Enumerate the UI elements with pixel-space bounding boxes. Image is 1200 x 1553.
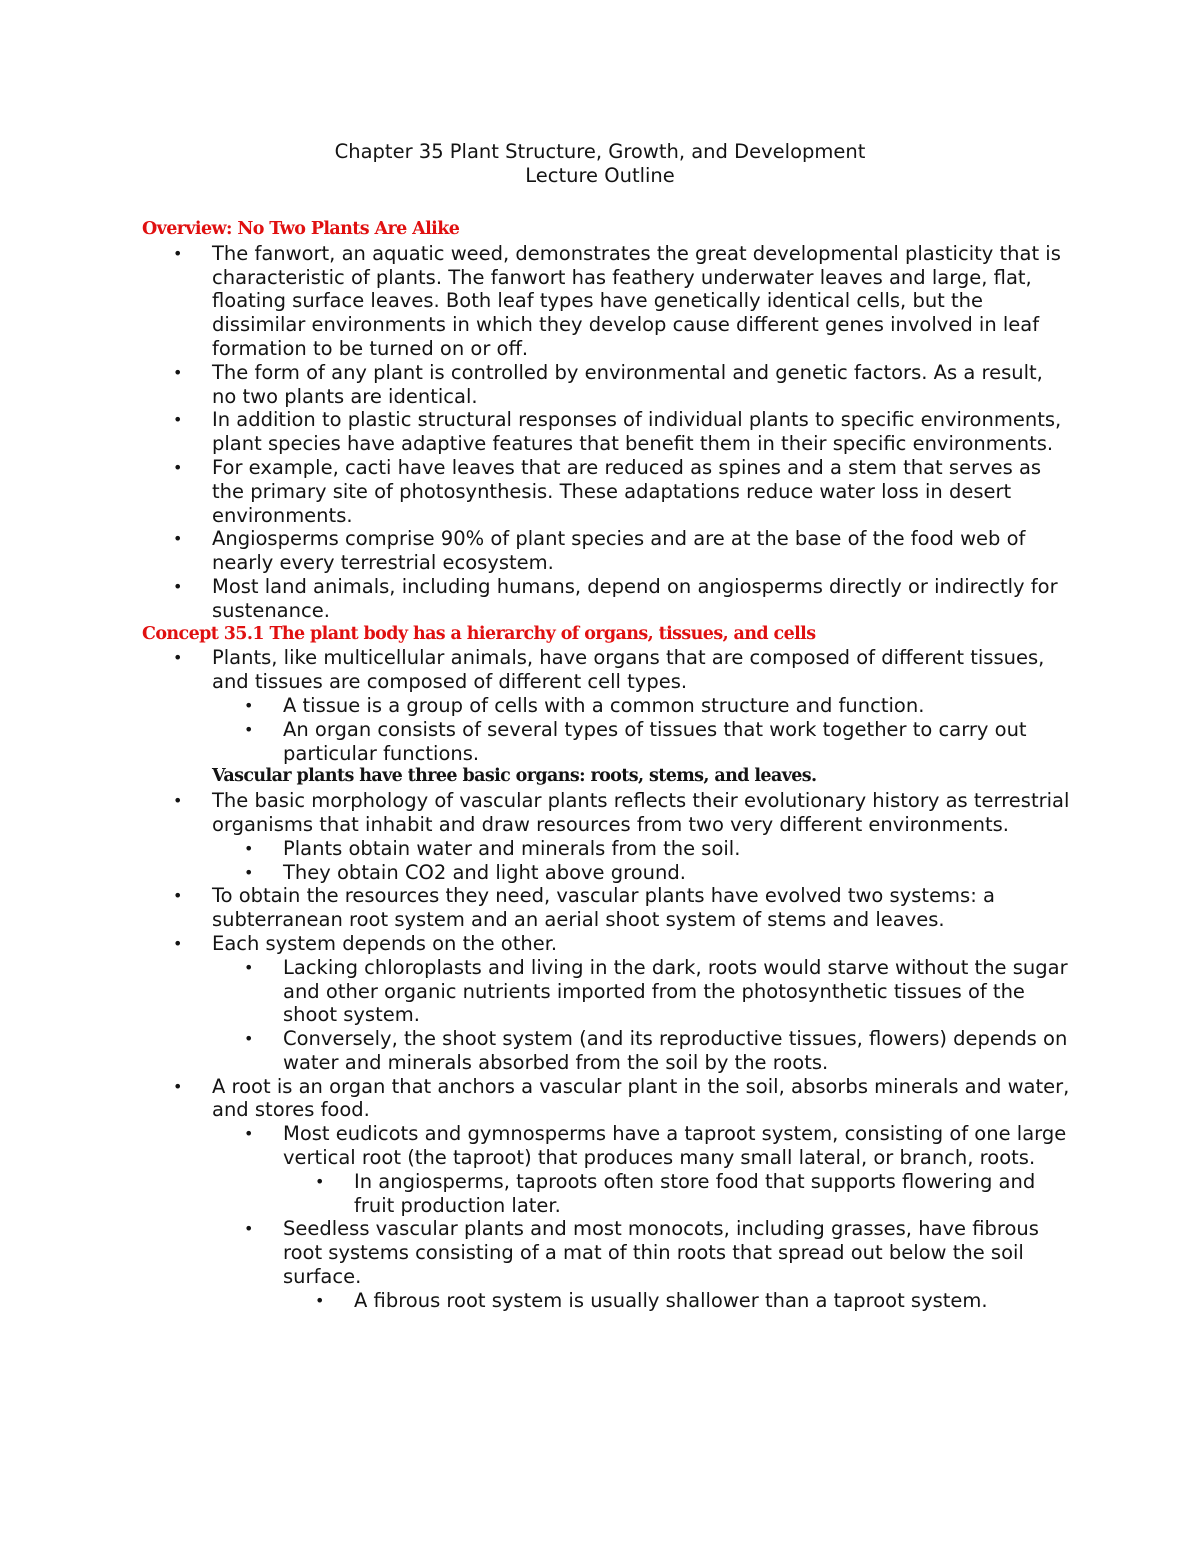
- bullet-item: • They obtain CO2 and light above ground.: [142, 861, 1072, 885]
- bullet-item: • A tissue is a group of cells with a common structure and function.: [142, 694, 1072, 718]
- bullet-item: • A fibrous root system is usually shallower than a taproot system.: [142, 1289, 1072, 1313]
- bullet-list: [142, 646, 1072, 765]
- bullet-item: • For example, cacti have leaves that are reduced as spines and a stem that serves as the primary site of photosynthesis. These adaptations reduce water loss in desert environments.: [142, 456, 1072, 527]
- section-heading: Concept 35.1 The plant body has a hierarchy of organs, tissues, and cells: [142, 623, 816, 644]
- bullet-item: • Plants, like multicellular animals, have organs that are composed of different tissues, and tissues are composed of different cell types.: [142, 646, 1072, 694]
- outline-content: [142, 218, 1072, 1313]
- bullet-item: • Each system depends on the other.: [142, 932, 1072, 956]
- bullet-item: • A root is an organ that anchors a vascular plant in the soil, absorbs minerals and water, and stores food.: [142, 1075, 1072, 1123]
- bullet-item: • Most land animals, including humans, depend on angiosperms directly or indirectly for sustenance.: [142, 575, 1072, 623]
- bullet-item: • Angiosperms comprise 90% of plant species and are at the base of the food web of nearly every terrestrial ecosystem.: [142, 527, 1072, 575]
- bullet-item: • Most eudicots and gymnosperms have a taproot system, consisting of one large vertical root (the taproot) that produces many small lateral, or branch, roots.: [142, 1122, 1072, 1170]
- title-block: [0, 140, 1200, 188]
- bullet-item: • Conversely, the shoot system (and its reproductive tissues, flowers) depends on water and minerals absorbed from the soil by the roots.: [142, 1027, 1072, 1075]
- document-title: Chapter 35 Plant Structure, Growth, and Development: [334, 140, 866, 163]
- bullet-item: • Seedless vascular plants and most monocots, including grasses, have fibrous root systems consisting of a mat of thin roots that spread out below the soil surface.: [142, 1217, 1072, 1288]
- bullet-item: • To obtain the resources they need, vascular plants have evolved two systems: a subterranean root system and an aerial shoot system of stems and leaves.: [142, 884, 1072, 932]
- bullet-item: • Lacking chloroplasts and living in the dark, roots would starve without the sugar and other organic nutrients imported from the photosynthetic tissues of the shoot system.: [142, 956, 1072, 1027]
- bullet-item: • The basic morphology of vascular plants reflects their evolutionary history as terrestrial organisms that inhabit and draw resources from two very different environments.: [142, 789, 1072, 837]
- bullet-list: [142, 789, 1072, 1313]
- section-subheading: Vascular plants have three basic organs: roots, stems, and leaves.: [212, 766, 817, 787]
- bullet-item: • In addition to plastic structural responses of individual plants to specific environments, plant species have adaptive features that benefit them in their specific environments.: [142, 408, 1072, 456]
- bullet-item: • The fanwort, an aquatic weed, demonstrates the great developmental plasticity that is characteristic of plants. The fanwort has feathery underwater leaves and large, flat, floating surface leaves. Both leaf types have genetically identical cells, but the dissimilar environments in which they develop cause different genes involved in leaf formation to be turned on or off.: [142, 242, 1072, 361]
- bullet-list: [142, 242, 1072, 623]
- document-subtitle: Lecture Outline: [525, 164, 675, 187]
- bullet-item: • The form of any plant is controlled by environmental and genetic factors. As a result, no two plants are identical.: [142, 361, 1072, 409]
- section-heading: Overview: No Two Plants Are Alike: [142, 219, 460, 239]
- bullet-item: • An organ consists of several types of tissues that work together to carry out particular functions.: [142, 718, 1072, 766]
- bullet-item: • In angiosperms, taproots often store food that supports flowering and fruit production later.: [142, 1170, 1072, 1218]
- bullet-item: • Plants obtain water and minerals from the soil.: [142, 837, 1072, 861]
